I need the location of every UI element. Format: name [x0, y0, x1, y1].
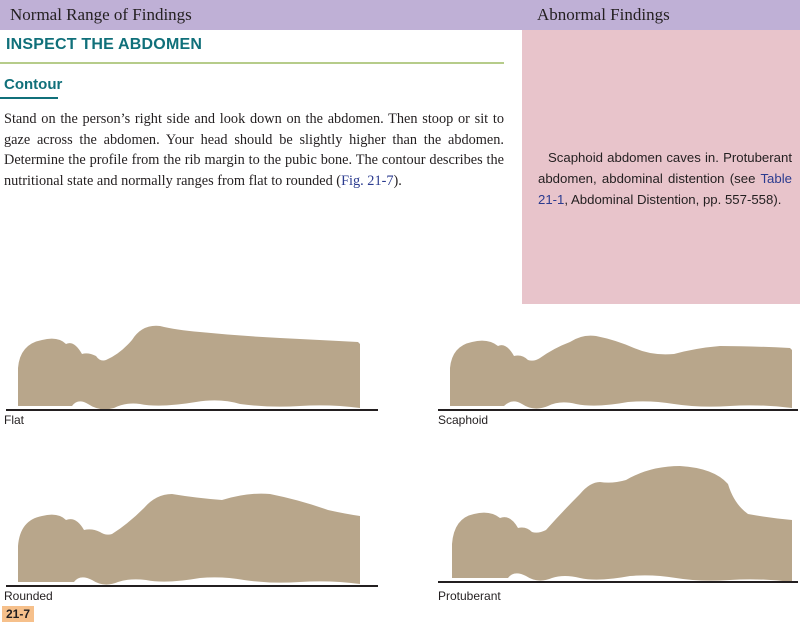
figure-label-protuberant: Protuberant [438, 589, 501, 603]
section-title: INSPECT THE ABDOMEN [6, 36, 203, 53]
body-paragraph [4, 109, 504, 191]
section-divider [0, 62, 504, 64]
abnormal-findings-header: Abnormal Findings [537, 5, 670, 24]
figure-reference-link[interactable]: Fig. 21-7 [341, 172, 394, 189]
subheading-underline [0, 97, 58, 99]
figure-rounded [0, 480, 380, 590]
figure-flat [0, 318, 380, 414]
abnormal-findings-panel [522, 30, 800, 304]
flat-silhouette [0, 318, 380, 414]
abnormal-text-post: , Abdominal Distention, pp. 557-558). [564, 192, 782, 207]
figure-number-badge: 21-7 [2, 606, 34, 622]
figure-scaphoid [430, 318, 800, 414]
figure-label-rounded: Rounded [4, 589, 53, 603]
column-header-bar [0, 0, 800, 30]
abnormal-text-pre: Scaphoid abdomen caves in. Protuberant abdomen, abdominal distention (see [538, 150, 792, 186]
body-text-tail: ). [393, 172, 402, 189]
body-text: Stand on the person’s right side and look down on the abdomen. Then stoop or sit to gaze across the abdomen. Your head should be slightly higher than the abdomen. Determine the profile from the rib margin to the pubic bone. The contour describes the nutritional state and normally ranges from flat to rounded ( [4, 111, 504, 189]
normal-findings-header: Normal Range of Findings [10, 5, 192, 24]
figure-label-scaphoid: Scaphoid [438, 413, 489, 427]
figure-label-flat: Flat [4, 413, 25, 427]
scaphoid-silhouette [430, 318, 800, 414]
rounded-silhouette [0, 480, 380, 590]
figure-protuberant [430, 460, 800, 586]
abnormal-findings-text [538, 147, 792, 210]
table-reference-link[interactable]: Table 21-1 [538, 171, 792, 207]
subheading-contour: Contour [4, 76, 63, 93]
protuberant-silhouette [430, 460, 800, 586]
